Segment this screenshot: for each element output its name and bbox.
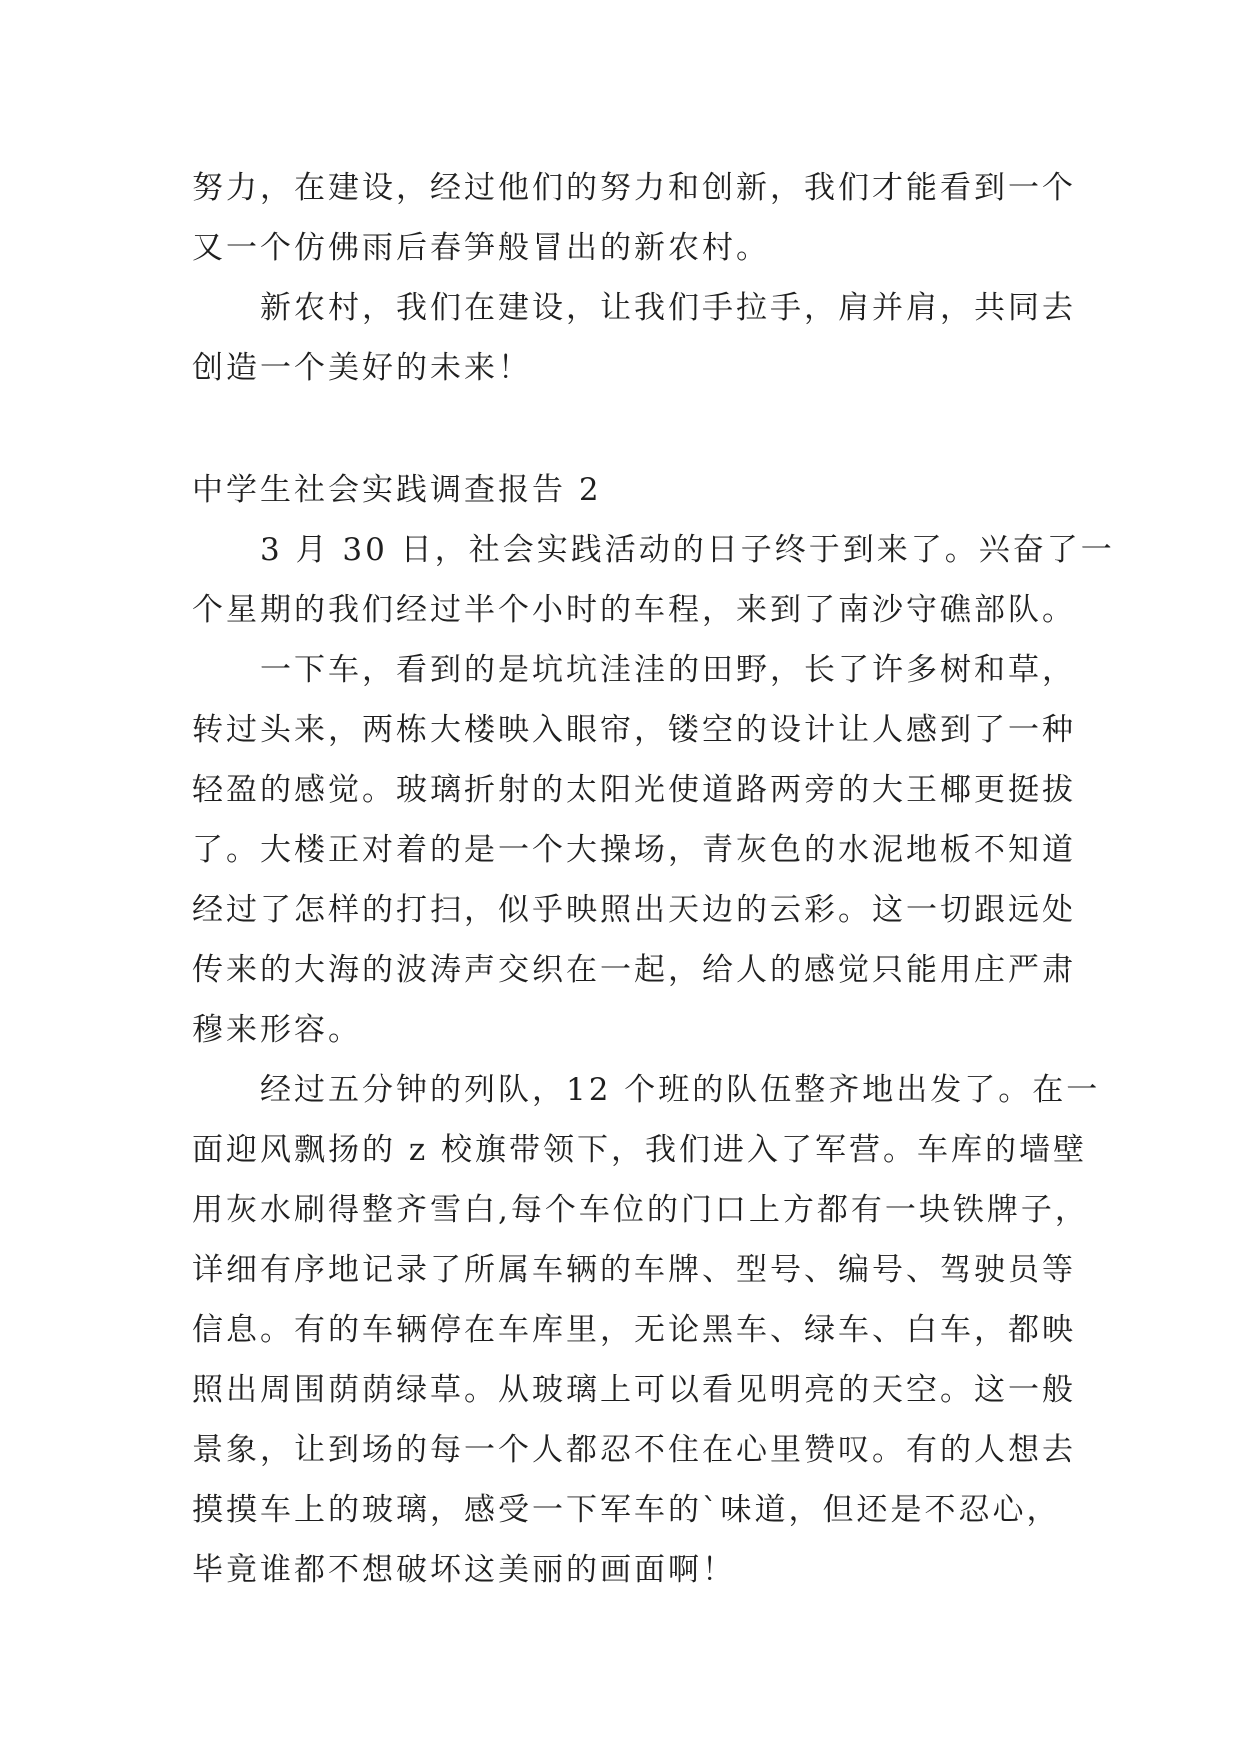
text-line: 毕竟谁都不想破坏这美丽的画面啊！ [192, 1552, 736, 1588]
text-line: 经过五分钟的列队，12 个班的队伍整齐地出发了。在一 [192, 1072, 1101, 1108]
text-line: 了。大楼正对着的是一个大操场，青灰色的水泥地板不知道 [192, 832, 1076, 868]
text-line: 创造一个美好的未来！ [192, 350, 532, 386]
text-line: 照出周围荫荫绿草。从玻璃上可以看见明亮的天空。这一般 [192, 1372, 1076, 1408]
text-line: 经过了怎样的打扫，似乎映照出天边的云彩。这一切跟远处 [192, 892, 1076, 928]
text-line: 信息。有的车辆停在车库里，无论黑车、绿车、白车，都映 [192, 1312, 1076, 1348]
text-line: 面迎风飘扬的 z 校旗带领下，我们进入了军营。车库的墙壁 [192, 1132, 1088, 1168]
section-gap [192, 398, 1052, 460]
text-line: 详细有序地记录了所属车辆的车牌、型号、编号、驾驶员等 [192, 1252, 1076, 1288]
text-line: 新农村，我们在建设，让我们手拉手，肩并肩，共同去 [192, 290, 1076, 326]
text-line: 又一个仿佛雨后春笋般冒出的新农村。 [192, 230, 770, 266]
text-line: 一下车，看到的是坑坑洼洼的田野，长了许多树和草， [192, 652, 1076, 688]
text-line: 景象，让到场的每一个人都忍不住在心里赞叹。有的人想去 [192, 1432, 1076, 1468]
text-line: 轻盈的感觉。玻璃折射的太阳光使道路两旁的大王椰更挺拔 [192, 772, 1076, 808]
text-line: 转过头来，两栋大楼映入眼帘，镂空的设计让人感到了一种 [192, 712, 1076, 748]
text-line: 3 月 30 日，社会实践活动的日子终于到来了。兴奋了一 [192, 532, 1115, 568]
text-line: 用灰水刷得整齐雪白,每个车位的门口上方都有一块铁牌子， [192, 1192, 1089, 1228]
text-line: 传来的大海的波涛声交织在一起，给人的感觉只能用庄严肃 [192, 952, 1076, 988]
text-line: 摸摸车上的玻璃，感受一下军车的`味道，但还是不忍心， [192, 1492, 1061, 1528]
document-body [192, 158, 1115, 1600]
section-title: 中学生社会实践调查报告 2 [192, 472, 602, 508]
text-line: 穆来形容。 [192, 1012, 362, 1048]
text-line: 努力，在建设，经过他们的努力和创新，我们才能看到一个 [192, 170, 1076, 206]
text-line: 个星期的我们经过半个小时的车程，来到了南沙守礁部队。 [192, 592, 1076, 628]
